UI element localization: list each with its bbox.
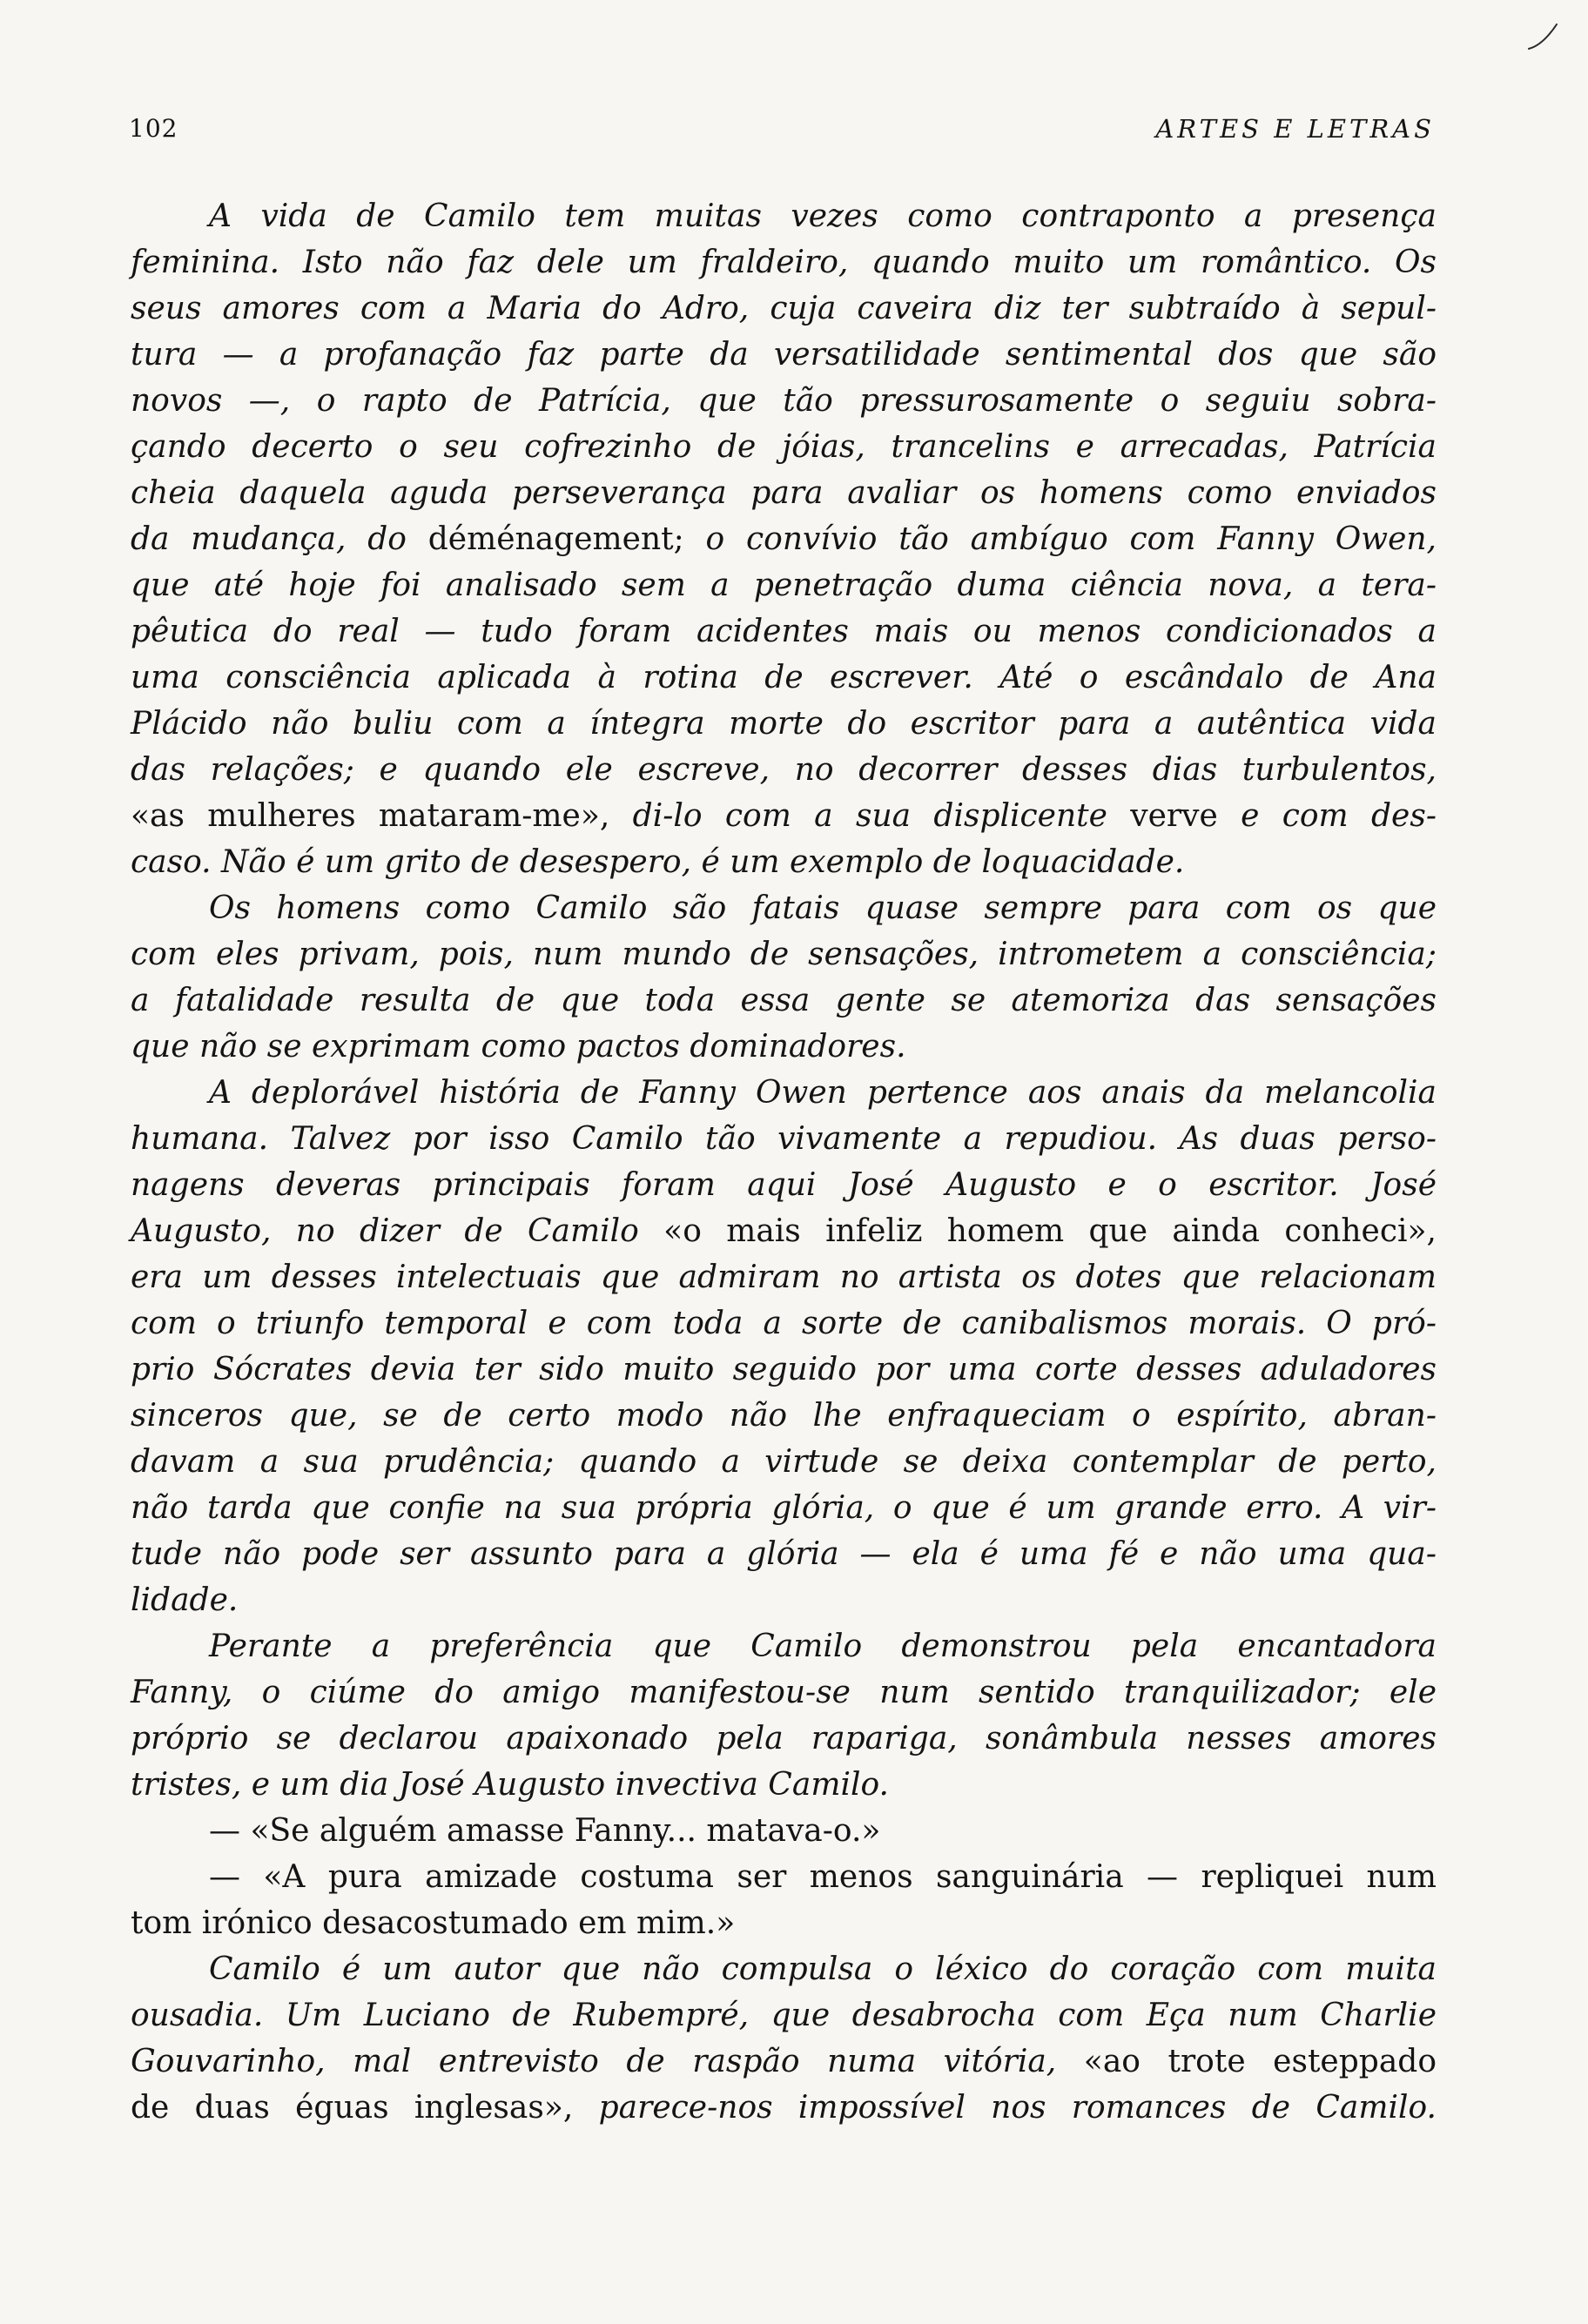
text-line bbox=[131, 1439, 1437, 1485]
text-run: prio Sócrates devia ter sido muito seguido por uma corte desses aduladores bbox=[131, 1352, 1437, 1387]
text-line bbox=[131, 747, 1437, 793]
text-line bbox=[131, 1992, 1437, 2039]
text-run: «as mulheres mataram-me», bbox=[131, 798, 633, 834]
text-run: cheia daquela aguda perseverança para avaliar os homens como enviados bbox=[131, 475, 1437, 511]
text-run: com eles privam, pois, num mundo de sensações, intrometem a consciência; bbox=[131, 937, 1437, 972]
text-run: Augusto, no dizer de Camilo bbox=[131, 1213, 664, 1249]
text-line bbox=[131, 1577, 1437, 1623]
text-line bbox=[131, 793, 1437, 839]
text-run: seus amores com a Maria do Adro, cuja caveira diz ter subtraído à sepul- bbox=[131, 291, 1437, 326]
text-run: de duas éguas inglesas», bbox=[131, 2090, 599, 2126]
text-run: çando decerto o seu cofrezinho de jóias, trancelins e arrecadas, Patrícia bbox=[131, 429, 1437, 465]
text-line bbox=[131, 239, 1437, 285]
text-run: Gouvarinho, mal entrevisto de raspão numa vitória, bbox=[131, 2044, 1084, 2079]
text-line bbox=[131, 424, 1437, 470]
text-line bbox=[131, 1208, 1437, 1254]
text-run: Perante a preferência que Camilo demonstrou pela encantadora bbox=[209, 1629, 1437, 1664]
text-run: que não se exprimam como pactos dominadores. bbox=[131, 1029, 906, 1065]
text-line bbox=[131, 1162, 1437, 1208]
text-line bbox=[131, 1393, 1437, 1439]
text-run: e com des- bbox=[1241, 798, 1437, 834]
text-line bbox=[131, 1669, 1437, 1716]
text-run: Os homens como Camilo são fatais quase sempre para com os que bbox=[209, 890, 1437, 926]
text-run: tom irónico desacostumado em mim.» bbox=[131, 1905, 736, 1941]
text-run: caso. Não é um grito de desespero, é um exemplo de loquacidade. bbox=[131, 844, 1185, 880]
text-run: Plácido não buliu com a íntegra morte do escritor para a autêntica vida bbox=[131, 706, 1437, 742]
text-line bbox=[131, 1485, 1437, 1531]
running-header bbox=[129, 111, 1435, 146]
text-line bbox=[131, 332, 1437, 378]
text-line bbox=[131, 1531, 1437, 1577]
text-line bbox=[131, 470, 1437, 516]
text-line bbox=[131, 1070, 1437, 1116]
text-run: «ao trote esteppado bbox=[1083, 2044, 1437, 2079]
text-line bbox=[131, 1900, 1437, 1946]
text-run: ousadia. Um Luciano de Rubempré, que desabrocha com Eça num Charlie bbox=[131, 1998, 1437, 2033]
text-run: que até hoje foi analisado sem a penetração duma ciência nova, a tera- bbox=[131, 568, 1437, 603]
text-line bbox=[131, 885, 1437, 931]
text-run: sinceros que, se de certo modo não lhe enfraqueciam o espírito, abran- bbox=[131, 1398, 1437, 1434]
text-line bbox=[131, 2085, 1437, 2131]
text-line bbox=[131, 1347, 1437, 1393]
text-line bbox=[131, 562, 1437, 608]
text-run: davam a sua prudência; quando a virtude se deixa contemplar de perto, bbox=[131, 1444, 1437, 1480]
text-run: déménagement; bbox=[427, 521, 706, 557]
page-number: 102 bbox=[129, 114, 178, 143]
text-line bbox=[131, 516, 1437, 562]
text-run: próprio se declarou apaixonado pela rapariga, sonâmbula nesses amores bbox=[131, 1721, 1437, 1756]
text-run: feminina. Isto não faz dele um fraldeiro, quando muito um romântico. Os bbox=[131, 245, 1437, 280]
text-line bbox=[131, 839, 1437, 885]
text-line bbox=[131, 1762, 1437, 1808]
text-run: tura — a profanação faz parte da versatilidade sentimental dos que são bbox=[131, 337, 1437, 373]
text-line bbox=[131, 1116, 1437, 1162]
text-run: tristes, e um dia José Augusto invectiva Camilo. bbox=[131, 1767, 889, 1803]
text-run: — «Se alguém amasse Fanny... matava-o.» bbox=[209, 1813, 881, 1849]
text-run: — «A pura amizade costuma ser menos sanguinária — repliquei num bbox=[209, 1859, 1437, 1895]
text-run: Camilo é um autor que não compulsa o léxico do coração com muita bbox=[209, 1951, 1437, 1987]
pencil-mark-icon bbox=[1525, 19, 1560, 54]
text-run: «o mais infeliz homem que ainda conheci», bbox=[663, 1213, 1437, 1249]
text-run: lidade. bbox=[131, 1582, 239, 1618]
text-run: uma consciência aplicada à rotina de escrever. Até o escândalo de Ana bbox=[131, 660, 1437, 695]
text-run: era um desses intelectuais que admiram no artista os dotes que relacionam bbox=[131, 1259, 1437, 1295]
text-run: a fatalidade resulta de que toda essa gente se atemoriza das sensações bbox=[131, 983, 1437, 1018]
text-line bbox=[131, 285, 1437, 332]
text-line bbox=[131, 1623, 1437, 1669]
text-line bbox=[131, 1946, 1437, 1992]
text-line bbox=[131, 701, 1437, 747]
text-run: da mudança, do bbox=[131, 521, 428, 557]
text-line bbox=[131, 1808, 1437, 1854]
text-run: A vida de Camilo tem muitas vezes como contraponto a presença bbox=[209, 198, 1437, 234]
text-run: di-lo com a sua displicente bbox=[632, 798, 1131, 834]
text-line bbox=[131, 1300, 1437, 1347]
text-run: tude não pode ser assunto para a glória — ela é uma fé e não uma qua- bbox=[131, 1536, 1437, 1572]
text-line bbox=[131, 1254, 1437, 1300]
text-run: A deplorável história de Fanny Owen pertence aos anais da melancolia bbox=[209, 1075, 1437, 1111]
text-line bbox=[131, 655, 1437, 701]
text-line bbox=[131, 1854, 1437, 1900]
text-run: humana. Talvez por isso Camilo tão vivamente a repudiou. As duas perso- bbox=[131, 1121, 1437, 1157]
running-title: ARTES E LETRAS bbox=[1155, 114, 1435, 144]
text-run: Fanny, o ciúme do amigo manifestou-se num sentido tranquilizador; ele bbox=[131, 1675, 1437, 1710]
text-run: o convívio tão ambíguo com Fanny Owen, bbox=[705, 521, 1437, 557]
text-line bbox=[131, 1024, 1437, 1070]
text-line bbox=[131, 2039, 1437, 2085]
text-run: não tarda que confie na sua própria glória, o que é um grande erro. A vir- bbox=[131, 1490, 1437, 1526]
text-line bbox=[131, 193, 1437, 239]
text-run: parece-nos impossível nos romances de Camilo. bbox=[598, 2090, 1437, 2126]
text-line bbox=[131, 977, 1437, 1024]
text-run: nagens deveras principais foram aqui José Augusto e o escritor. José bbox=[131, 1167, 1437, 1203]
body-text bbox=[131, 193, 1437, 2131]
text-run: novos —, o rapto de Patrícia, que tão pressurosamente o seguiu sobra- bbox=[131, 383, 1437, 419]
text-line bbox=[131, 1716, 1437, 1762]
text-line bbox=[131, 931, 1437, 977]
text-run: verve bbox=[1130, 798, 1241, 834]
text-line bbox=[131, 378, 1437, 424]
text-run: das relações; e quando ele escreve, no decorrer desses dias turbulentos, bbox=[131, 752, 1437, 788]
text-run: pêutica do real — tudo foram acidentes mais ou menos condicionados a bbox=[131, 614, 1437, 649]
text-line bbox=[131, 608, 1437, 655]
text-run: com o triunfo temporal e com toda a sorte de canibalismos morais. O pró- bbox=[131, 1306, 1437, 1341]
